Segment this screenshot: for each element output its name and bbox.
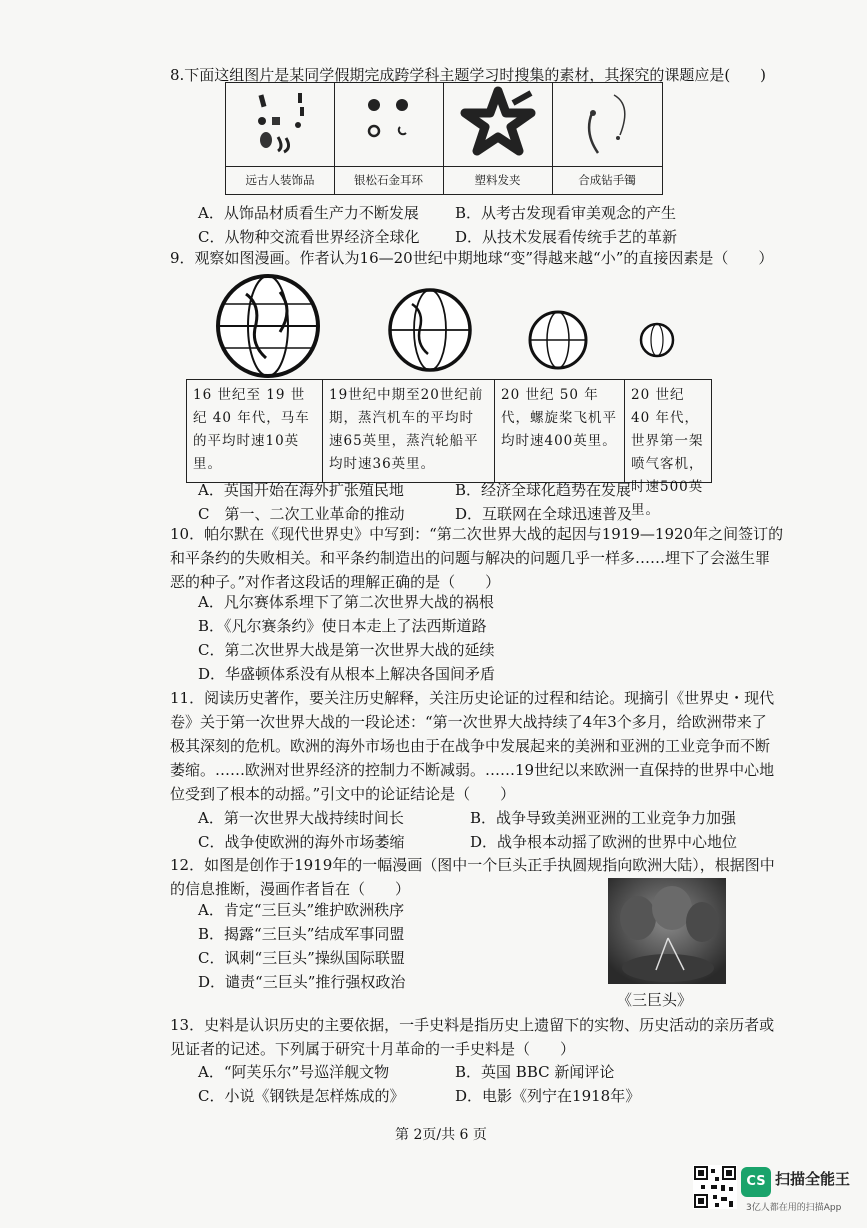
qr-code-icon: [693, 1165, 737, 1209]
watermark-tagline: 3亿人都在用的扫描App: [746, 1203, 842, 1213]
q8-image-table: [225, 82, 663, 195]
speed-cell-carriage: 16 世纪至 19 世纪 40 年代，马车的平均时速10英里。: [187, 380, 323, 482]
q11-stem-line-5: 位受到了根本的动摇。”引文中的论证结论是（ ）: [170, 785, 516, 803]
q13-stem-line-2: 见证者的记述。下列属于研究十月革命的一手史料是（ ）: [170, 1040, 576, 1058]
q11-stem-line-1: 11．阅读历史著作，要关注历史解释，关注历史论证的过程和结论。现摘引《世界史・现代: [170, 689, 775, 707]
q10-stem-line-1: 10．帕尔默在《现代世界史》中写到：“第二次世界大战的起因与1919—1920年之间签订的: [170, 525, 784, 543]
q9-stem: 9．观察如图漫画。作者认为16—20世纪中期地球“变”得越来越“小”的直接因素是（ ）: [170, 249, 774, 267]
q12-option-a: A．肯定“三巨头”维护欧洲秩序: [198, 901, 405, 919]
bracelet-icon: [552, 83, 662, 166]
speed-cell-steam: 19世纪中期至20世纪前期，蒸汽机车的平均时速65英里，蒸汽轮船平均时速36英里。: [323, 380, 495, 482]
q12-stem-line-1: 12．如图是创作于1919年的一幅漫画（图中一个巨头正手执圆规指向欧洲大陆），根据图中: [170, 856, 775, 874]
q12-option-b: B．揭露“三巨头”结成军事同盟: [198, 925, 405, 943]
q10-option-a: A．凡尔赛体系埋下了第二次世界大战的祸根: [198, 593, 494, 611]
globe-icon: [390, 290, 470, 370]
page-number: 第 2页/共 6 页: [395, 1127, 487, 1143]
q12-option-c: C．讽刺“三巨头”操纵国际联盟: [198, 949, 405, 967]
caption-earring: 银松石金耳环: [354, 173, 423, 187]
earring-icon: [334, 83, 443, 166]
q12-image-caption: 《三巨头》: [617, 991, 693, 1009]
caption-ancient-ornament: 远古人装饰品: [245, 173, 315, 187]
q11-stem-line-2: 卷》关于第一次世界大战的一段论述：“第一次世界大战持续了4年3个多月，给欧洲带来了: [170, 713, 767, 731]
q9-option-a: A．英国开始在海外扩张殖民地: [198, 481, 404, 499]
shrinking-globes-cartoon: [186, 272, 710, 378]
q12-option-d: D．谴责“三巨头”推行强权政治: [198, 973, 406, 991]
q10-stem-line-2: 和平条约的失败相关。和平条约制造出的问题与解决的问题几乎一样多……埋下了会滋生罪: [170, 549, 771, 567]
q10-stem-line-3: 恶的种子。”对作者这段话的理解正确的是（ ）: [170, 573, 501, 591]
q13-option-c: C．小说《钢铁是怎样炼成的》: [198, 1087, 405, 1105]
q10-option-b: B．《凡尔赛条约》使日本走上了法西斯道路: [198, 617, 487, 635]
camscanner-logo: CS: [741, 1167, 771, 1197]
q8-option-a: A．从饰品材质看生产力不断发展: [198, 204, 419, 222]
star-hairpin-icon: [443, 83, 552, 166]
globe-icon: [530, 312, 586, 368]
watermark-app-name: 扫描全能王: [775, 1170, 851, 1188]
q8-caption-row: [226, 166, 662, 167]
q13-option-a: A．“阿芙乐尔”号巡洋舰文物: [198, 1063, 390, 1081]
big-three-cartoon-image: [608, 878, 726, 984]
q10-option-d: D．华盛顿体系没有从根本上解决各国间矛盾: [198, 665, 496, 683]
q11-stem-line-3: 极其深刻的危机。欧洲的海外市场也由于在战争中发展起来的美洲和亚洲的工业竞争而不断: [170, 737, 771, 755]
globe-icon: [641, 324, 673, 356]
q9-option-b: B．经济全球化趋势在发展: [455, 481, 632, 499]
q11-option-b: B．战争导致美洲亚洲的工业竞争力加强: [470, 809, 737, 827]
speed-cell-jet: 20 世纪 40 年代，世界第一架喷气客机，时速500英里。: [631, 387, 704, 518]
q13-stem-line-1: 13．史料是认识历史的主要依据，一手史料是指历史上遗留下的实物、历史活动的亲历者或: [170, 1016, 775, 1034]
q8-option-d: D．从技术发展看传统手艺的革新: [455, 228, 678, 246]
q10-option-c: C．第二次世界大战是第一次世界大战的延续: [198, 641, 495, 659]
q8-stem: 8.下面这组图片是某同学假期完成跨学科主题学习时搜集的素材，其探究的课题应是( ): [170, 66, 767, 84]
q11-option-d: D．战争根本动摇了欧洲的世界中心地位: [470, 833, 738, 851]
caption-bracelet: 合成钻手镯: [578, 173, 636, 187]
q11-stem-line-4: 萎缩。……欧洲对世界经济的控制力不断减弱。……19世纪以来欧洲一直保持的世界中心地: [170, 761, 775, 779]
q11-option-c: C．战争使欧洲的海外市场萎缩: [198, 833, 405, 851]
q8-option-c: C．从物种交流看世界经济全球化: [198, 228, 420, 246]
q12-stem-line-2: 的信息推断，漫画作者旨在（ ）: [170, 880, 411, 898]
q13-option-d: D．电影《列宁在1918年》: [455, 1087, 641, 1105]
q13-option-b: B．英国 BBC 新闻评论: [455, 1063, 615, 1081]
caption-hairpin: 塑料发夹: [474, 173, 521, 187]
bead-ornament-icon: [226, 83, 334, 166]
q9-option-d: D．互联网在全球迅速普及: [455, 505, 633, 523]
q9-option-c: C 第一、二次工业革命的推动: [198, 505, 405, 523]
speed-cell-propeller: 20 世纪 50 年代，螺旋桨飞机平均时速400英里。: [495, 380, 625, 482]
globe-icon: [218, 276, 318, 376]
q8-option-b: B．从考古发现看审美观念的产生: [455, 204, 677, 222]
q11-option-a: A．第一次世界大战持续时间长: [198, 809, 404, 827]
